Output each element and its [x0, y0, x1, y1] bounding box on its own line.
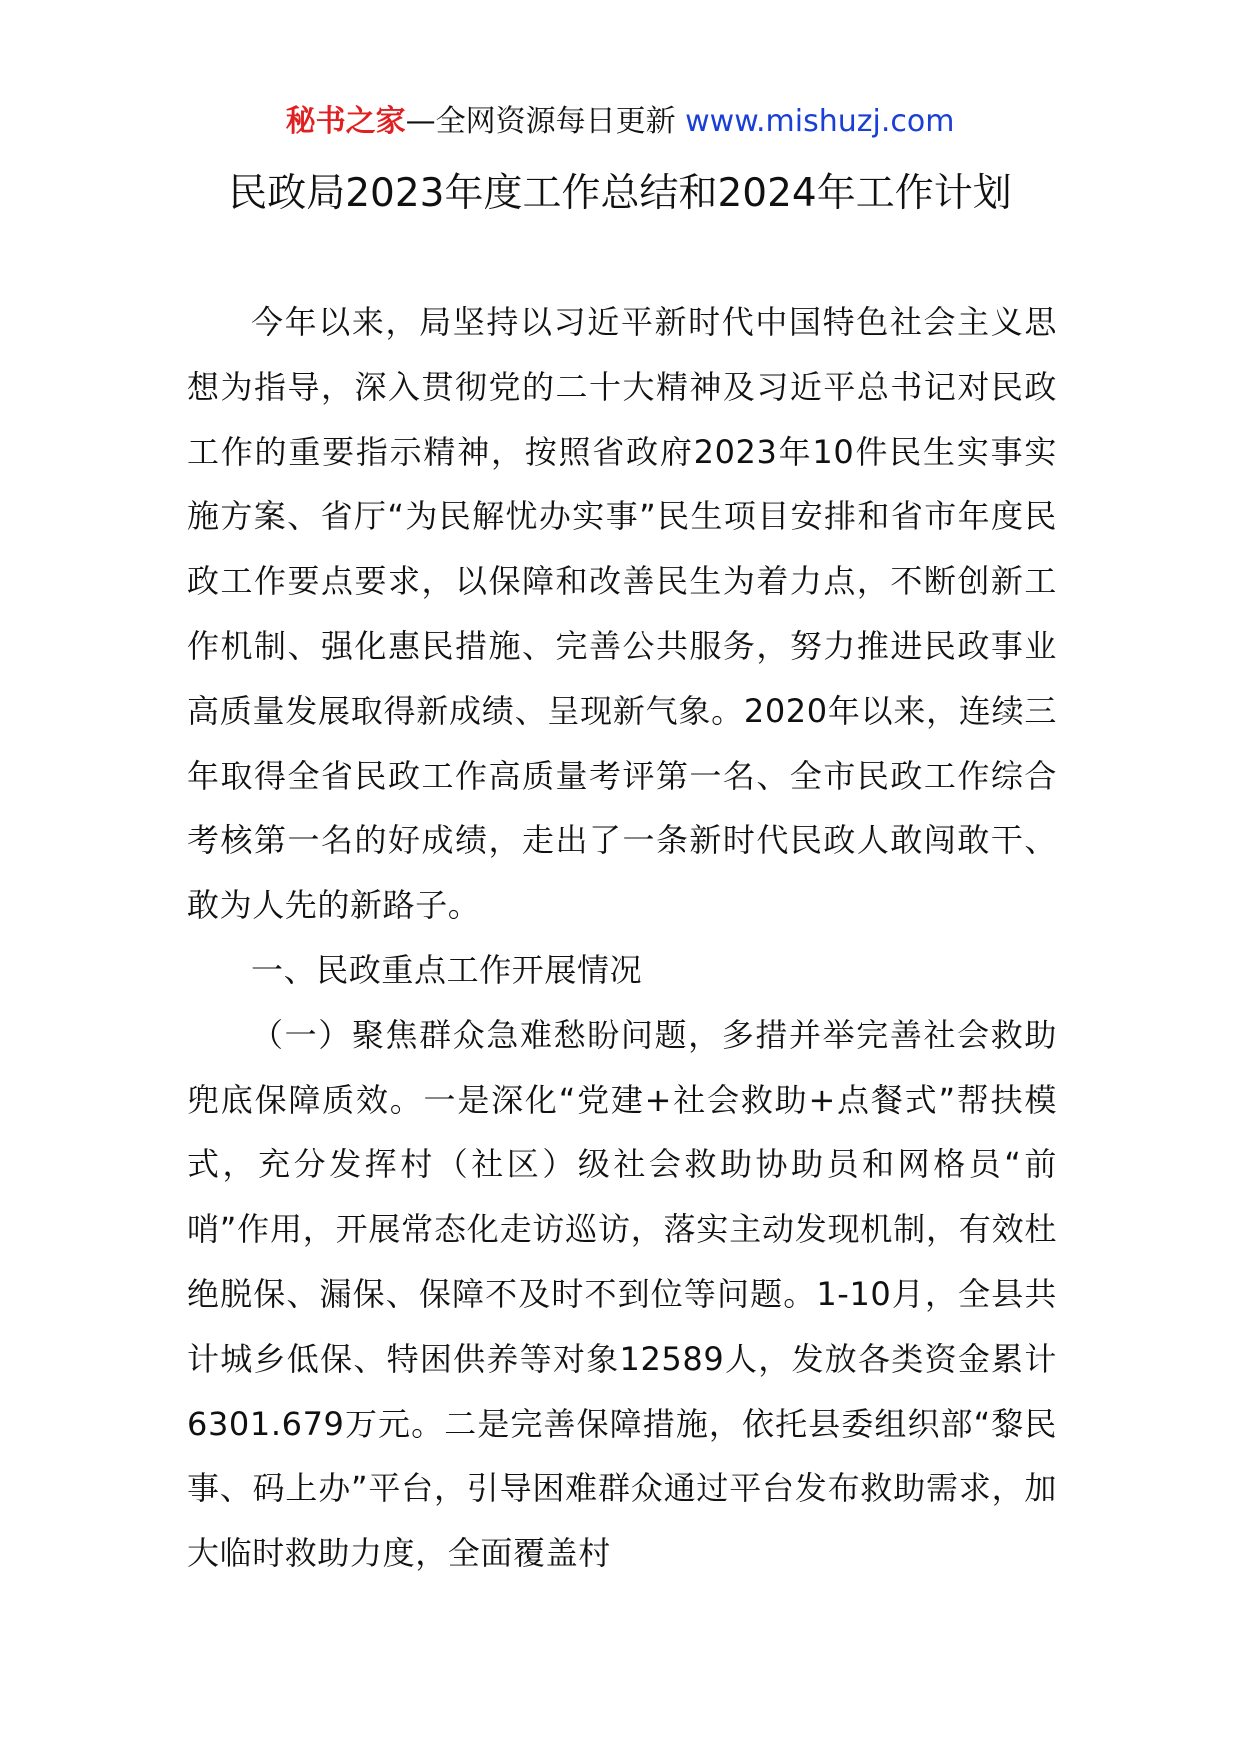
section-heading: 一、民政重点工作开展情况 — [251, 950, 643, 989]
site-brand: 秘书之家 — [285, 104, 406, 139]
subsection-paragraph: （一）聚焦群众急难愁盼问题，多措并举完善社会救助兜底保障质效。一是深化“党建+社会救助+点餐式”帮扶模式，充分发挥村（社区）级社会救助协助员和网格员“前哨”作用，开展常态化走访巡访，落实主动发现机制，有效杜绝脱保、漏保、保障不及时不到位等问题。1-10月，全县共计城乡低保、特困供养等对象12589人，发放各类资金累计6301.679万元。二是完善保障措施，依托县委组织部“黎民事、码上办”平台，引导困难群众通过平台发布救助需求，加大临时救助力度，全面覆盖村 — [187, 1015, 1057, 1573]
site-tagline: —全网资源每日更新 — [405, 104, 686, 139]
site-header — [0, 100, 1240, 144]
intro-paragraph: 今年以来，局坚持以习近平新时代中国特色社会主义思想为指导，深入贯彻党的二十大精神及习近平总书记对民政工作的重要指示精神，按照省政府2023年10件民生实事实施方案、省厅“为民解忧办实事”民生项目安排和省市年度民政工作要点要求，以保障和改善民生为着力点，不断创新工作机制、强化惠民措施、完善公共服务，努力推进民政事业高质量发展取得新成绩、呈现新气象。2020年以来，连续三年取得全省民政工作高质量考评第一名、全市民政工作综合考核第一名的好成绩，走出了一条新时代民政人敢闯敢干、敢为人先的新路子。 — [187, 303, 1057, 925]
document-title: 民政局2023年度工作总结和2024年工作计划 — [228, 171, 1012, 216]
document-body — [187, 290, 1057, 1586]
site-url-link[interactable]: www.mishuzj.com — [685, 104, 955, 139]
